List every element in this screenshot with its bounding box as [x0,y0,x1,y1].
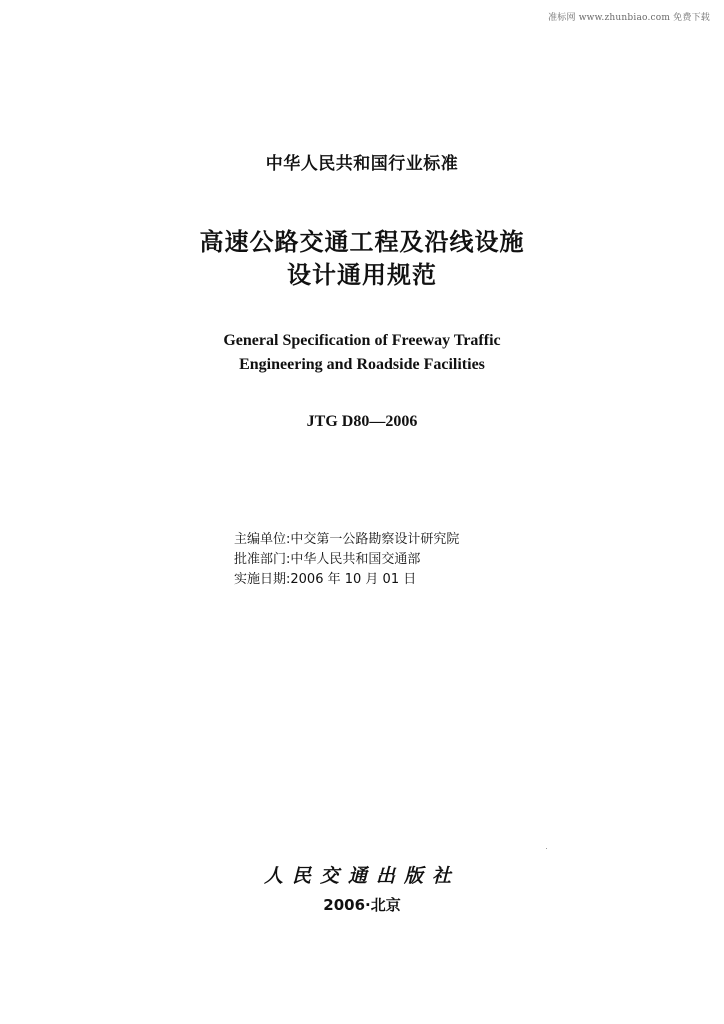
publication-date-place: 2006·北京 [323,896,401,914]
chinese-title-line-1: 高速公路交通工程及沿线设施 [199,228,525,256]
meta-label: 批准部门: [234,552,291,567]
meta-value: 2006 年 10 月 01 日 [290,572,417,587]
effective-date-row [234,570,459,590]
metadata-block [234,530,459,590]
english-title-line-1: General Specification of Freeway Traffic [223,332,501,349]
publisher-name: 人民交通出版社 [263,865,460,887]
industry-standard-label: 中华人民共和国行业标准 [265,154,459,174]
approval-dept-row [234,550,459,570]
english-title-line-2: Engineering and Roadside Facilities [239,356,485,373]
english-title [0,329,724,377]
scan-speck [546,848,547,849]
meta-label: 实施日期: [234,572,291,587]
chinese-title [0,226,724,292]
chinese-title-line-2: 设计通用规范 [287,261,437,289]
meta-value: 中交第一公路勘察设计研究院 [290,532,460,547]
chief-editor-row [234,530,459,550]
meta-label: 主编单位: [234,532,291,547]
watermark-text: 准标网 www.zhunbiao.com 免费下载 [548,13,710,23]
meta-value: 中华人民共和国交通部 [290,552,421,567]
standard-code: JTG D80—2006 [306,413,418,430]
